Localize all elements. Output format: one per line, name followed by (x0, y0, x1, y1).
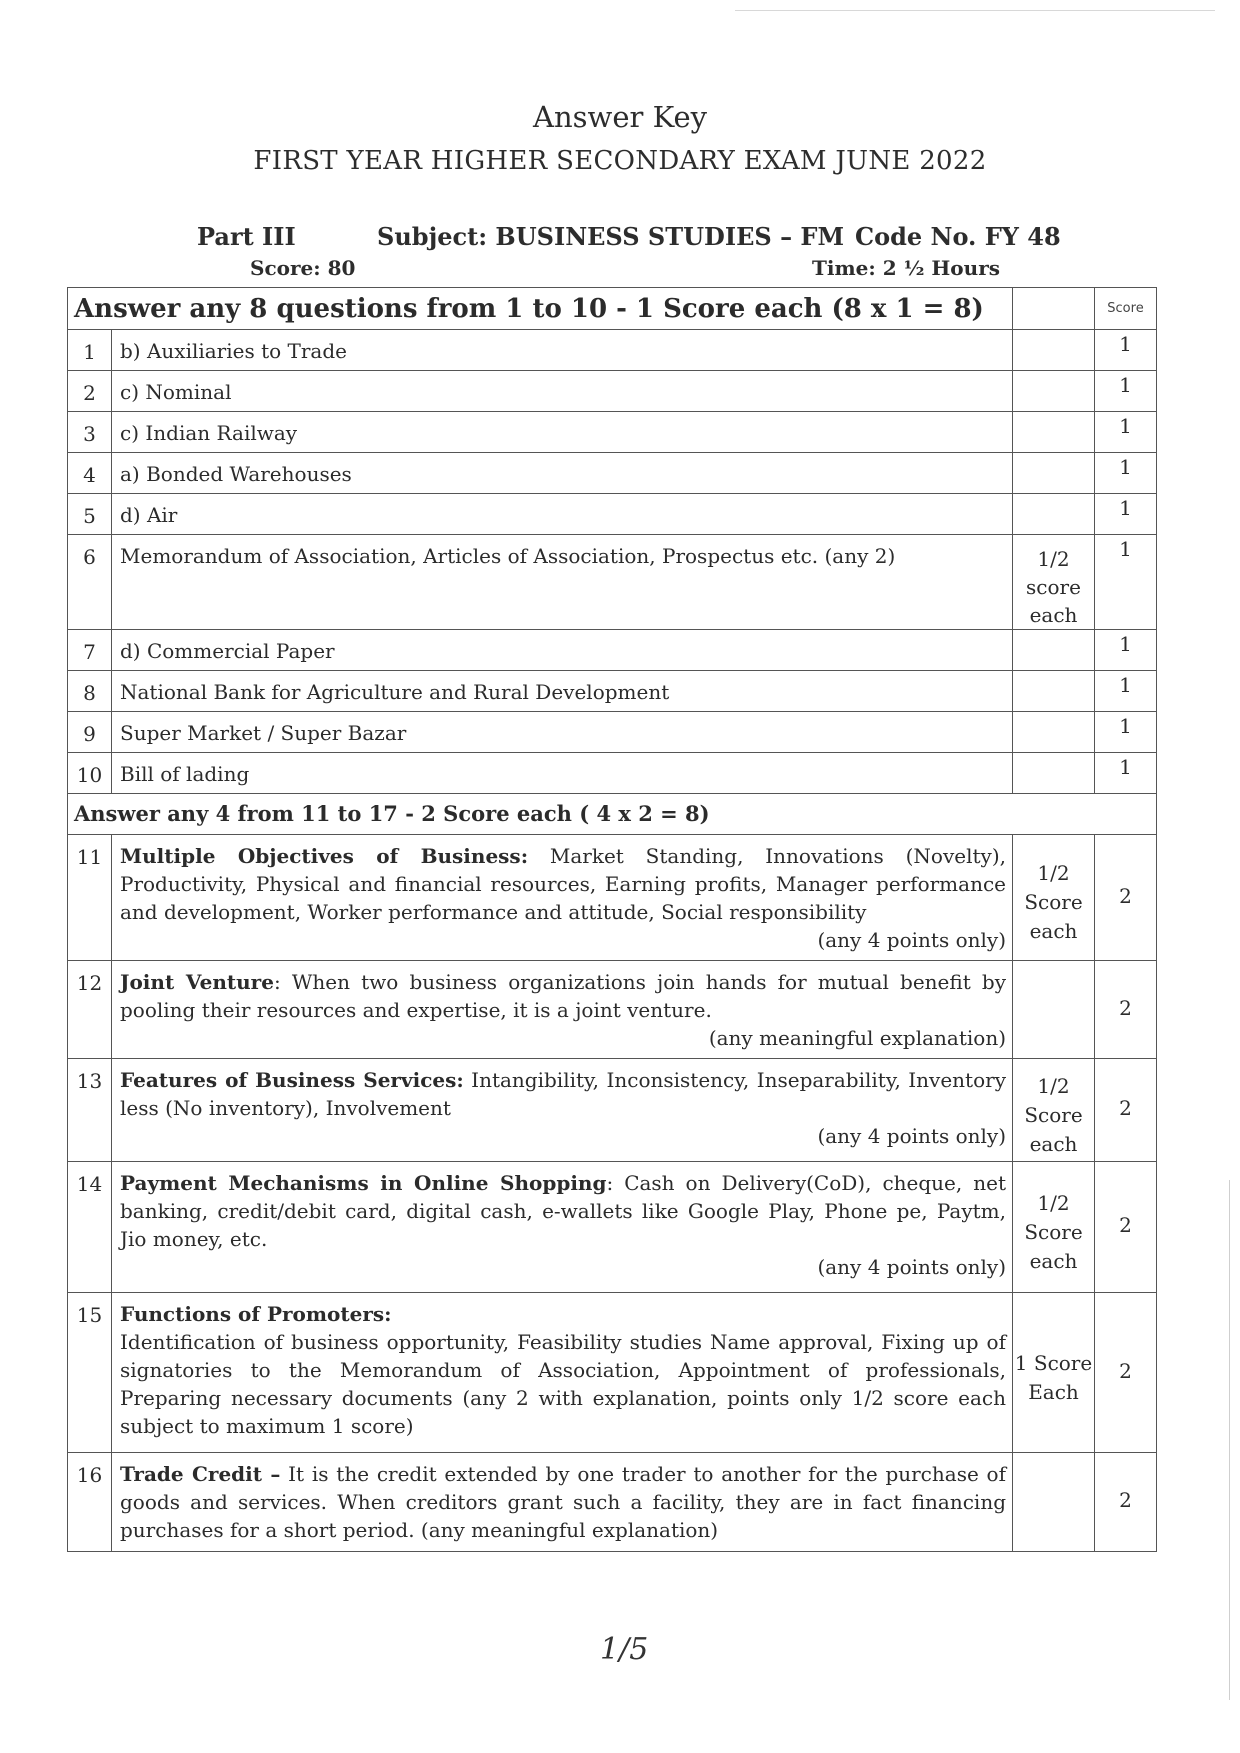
score-value: 2 (1095, 1162, 1157, 1293)
answer-text (112, 961, 1013, 1059)
table-row (68, 671, 1157, 712)
sub-score (1013, 494, 1095, 535)
score-value: 1 (1095, 330, 1157, 371)
scan-edge-line (735, 10, 1215, 11)
question-number: 3 (68, 412, 112, 453)
score-value: 2 (1095, 835, 1157, 961)
answer-text: d) Commercial Paper (112, 630, 1013, 671)
sub-score-line: each (1029, 1248, 1078, 1273)
question-number: 11 (68, 835, 112, 961)
answer-body: : When two business organizations join hands for mutual benefit by pooling their resources and expertise, it is a joint venture. (120, 970, 1006, 1022)
sub-score-line: each (1029, 603, 1078, 627)
answer-heading: Multiple Objectives of Business: (120, 844, 529, 868)
table-row (68, 1453, 1157, 1552)
sub-score-line: each (1029, 919, 1078, 943)
sub-score-line: 1/2 (1037, 1190, 1070, 1215)
sub-score (1013, 1293, 1095, 1453)
answer-text: Bill of lading (112, 753, 1013, 794)
exam-title: FIRST YEAR HIGHER SECONDARY EXAM JUNE 2022 (253, 146, 987, 176)
answer-note: (any 4 points only) (817, 1124, 1006, 1148)
sub-score (1013, 835, 1095, 961)
sub-score-line: Score (1024, 890, 1083, 914)
answer-heading: Trade Credit – (120, 1462, 281, 1486)
time-label: Time: 2 ½ Hours (812, 256, 1000, 280)
answer-text (112, 1453, 1013, 1552)
table-row (68, 712, 1157, 753)
question-number: 7 (68, 630, 112, 671)
score-value: 1 (1095, 712, 1157, 753)
answer-note: (any 4 points only) (817, 928, 1006, 952)
score-value: 1 (1095, 494, 1157, 535)
question-number: 4 (68, 453, 112, 494)
section1-heading: Answer any 8 questions from 1 to 10 - 1 Score each (8 x 1 = 8) (68, 288, 1013, 330)
question-number: 10 (68, 753, 112, 794)
score-value: 1 (1095, 630, 1157, 671)
section1-header (68, 288, 1157, 330)
sub-score-header (1013, 288, 1095, 330)
sub-score (1013, 630, 1095, 671)
score-value: 2 (1095, 1059, 1157, 1162)
code-label: Code No. FY 48 (855, 222, 1061, 251)
answer-key-table (67, 287, 1157, 1552)
score-value: 1 (1095, 753, 1157, 794)
table-row (68, 412, 1157, 453)
sub-score-line: each (1029, 1131, 1078, 1156)
question-number: 15 (68, 1293, 112, 1453)
answer-text: c) Nominal (112, 371, 1013, 412)
score-value: 2 (1095, 961, 1157, 1059)
sub-score (1013, 712, 1095, 753)
answer-text: a) Bonded Warehouses (112, 453, 1013, 494)
table-row (68, 753, 1157, 794)
question-number: 14 (68, 1162, 112, 1293)
answer-text: d) Air (112, 494, 1013, 535)
answer-body: Identification of business opportunity, Feasibility studies Name approval, Fixing up of signatories to the Memorandum of Association, Appointment of professionals, Preparing necessary documents (any 2 with explanation, points only 1/2 score each subject to maximum 1 score) (120, 1330, 1006, 1438)
sub-score-line: Score (1024, 1219, 1083, 1244)
sub-score (1013, 671, 1095, 712)
table-row (68, 630, 1157, 671)
answer-heading: Joint Venture (120, 970, 274, 994)
question-number: 1 (68, 330, 112, 371)
score-value: 1 (1095, 412, 1157, 453)
table-row (68, 535, 1157, 630)
subject-label: Subject: BUSINESS STUDIES – FM (377, 222, 845, 251)
question-number: 16 (68, 1453, 112, 1552)
score-header: Score (1095, 288, 1157, 330)
question-number: 13 (68, 1059, 112, 1162)
section2-header (68, 794, 1157, 835)
sub-score (1013, 1453, 1095, 1552)
question-number: 2 (68, 371, 112, 412)
score-value: 1 (1095, 535, 1157, 630)
answer-note: (any meaningful explanation) (708, 1026, 1006, 1050)
part-label: Part III (197, 222, 296, 251)
scan-edge-line-right (1229, 1180, 1230, 1700)
sub-score-line: 1 Score (1014, 1350, 1093, 1375)
table-row (68, 835, 1157, 961)
table-row (68, 371, 1157, 412)
sub-score (1013, 961, 1095, 1059)
score-value: 2 (1095, 1293, 1157, 1453)
sub-score (1013, 1162, 1095, 1293)
answer-body: : Cash on Delivery(CoD), cheque, net banking, credit/debit card, digital cash, e-wallets like Google Play, Phone pe, Paytm, Jio money, etc. (120, 1171, 1006, 1251)
max-score: Score: 80 (250, 256, 356, 280)
table-row (68, 1293, 1157, 1453)
sub-score (1013, 412, 1095, 453)
table-row (68, 494, 1157, 535)
answer-text: Memorandum of Association, Articles of Association, Prospectus etc. (any 2) (112, 535, 1013, 630)
question-number: 9 (68, 712, 112, 753)
table-row (68, 330, 1157, 371)
sub-score (1013, 453, 1095, 494)
sub-score-line: Each (1028, 1379, 1079, 1404)
table-row (68, 453, 1157, 494)
sub-score-line: score (1026, 575, 1081, 599)
answer-text: c) Indian Railway (112, 412, 1013, 453)
document-title: Answer Key (533, 100, 707, 134)
answer-text (112, 1162, 1013, 1293)
answer-heading: Payment Mechanisms in Online Shopping (120, 1171, 607, 1195)
question-number: 6 (68, 535, 112, 630)
score-value: 1 (1095, 671, 1157, 712)
sub-score-line: 1/2 (1037, 861, 1070, 885)
answer-heading: Functions of Promoters: (120, 1302, 392, 1326)
answer-note: (any 4 points only) (817, 1255, 1006, 1279)
question-number: 5 (68, 494, 112, 535)
answer-text (112, 1059, 1013, 1162)
sub-score-line: 1/2 (1037, 1073, 1070, 1098)
score-value: 1 (1095, 371, 1157, 412)
section2-heading: Answer any 4 from 11 to 17 - 2 Score each ( 4 x 2 = 8) (68, 794, 1157, 835)
score-value: 1 (1095, 453, 1157, 494)
question-number: 8 (68, 671, 112, 712)
answer-heading: Features of Business Services: (120, 1068, 464, 1092)
table-row (68, 961, 1157, 1059)
sub-score (1013, 330, 1095, 371)
answer-text: Super Market / Super Bazar (112, 712, 1013, 753)
page-number: 1/5 (600, 1632, 649, 1667)
answer-body: It is the credit extended by one trader to another for the purchase of goods and services. When creditors grant such a facility, they are in fact financing purchases for a short period. (any meaningful explanation) (120, 1462, 1007, 1542)
sub-score-line: Score (1024, 1102, 1083, 1127)
answer-text: b) Auxiliaries to Trade (112, 330, 1013, 371)
table-row (68, 1162, 1157, 1293)
sub-score (1013, 753, 1095, 794)
question-number: 12 (68, 961, 112, 1059)
answer-body: Intangibility, Inconsistency, Inseparability, Inventory less (No inventory), Involvement (120, 1068, 1006, 1120)
sub-score-line: 1/2 (1037, 547, 1070, 571)
answer-text (112, 835, 1013, 961)
sub-score (1013, 1059, 1095, 1162)
table-row (68, 1059, 1157, 1162)
sub-score (1013, 535, 1095, 630)
answer-text: National Bank for Agriculture and Rural Development (112, 671, 1013, 712)
answer-text (112, 1293, 1013, 1453)
sub-score (1013, 371, 1095, 412)
answer-body: Market Standing, Innovations (Novelty), Productivity, Physical and financial resources, Earning profits, Manager performance and development, Worker performance and attitude, Social responsibility (120, 844, 1006, 924)
score-value: 2 (1095, 1453, 1157, 1552)
